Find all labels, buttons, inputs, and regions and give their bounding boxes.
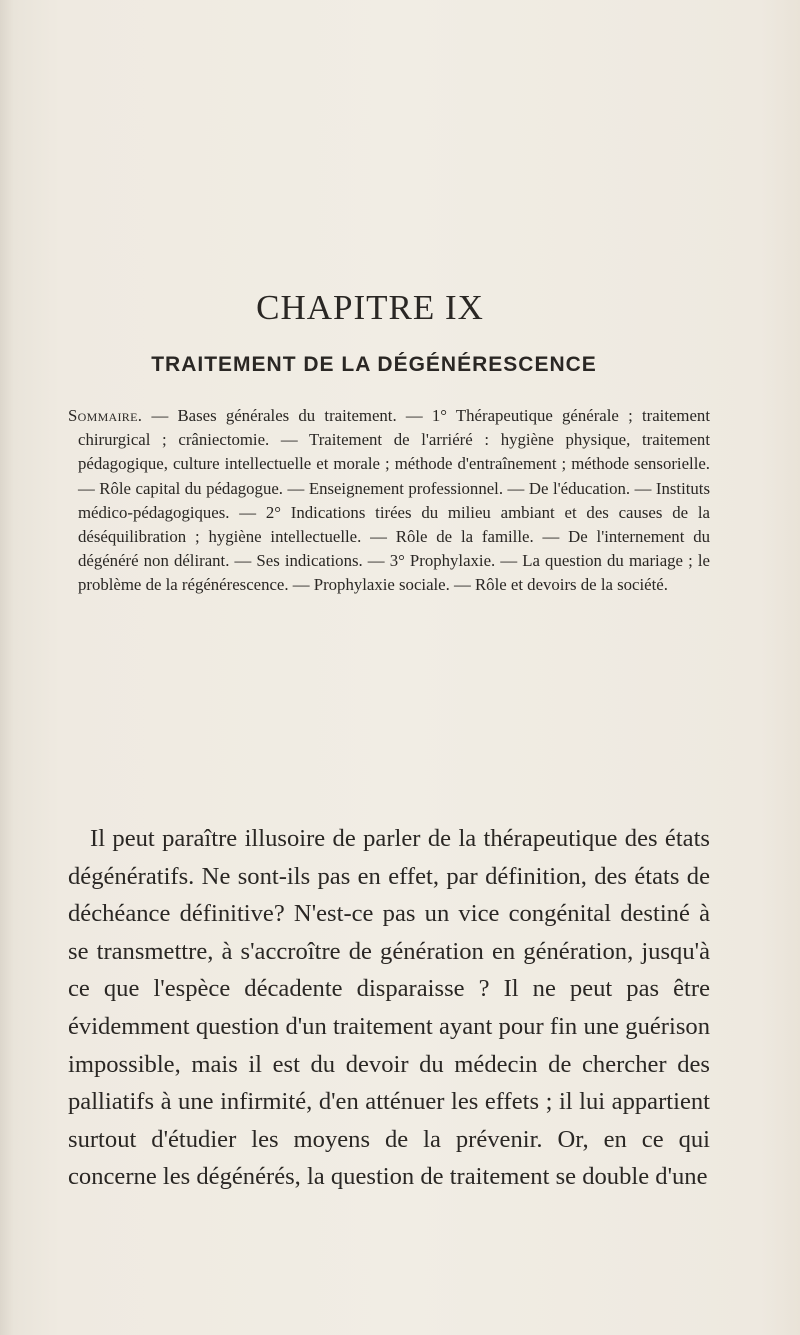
chapter-title: CHAPITRE IX (256, 288, 484, 327)
chapter-subtitle: TRAITEMENT DE LA DÉGÉNÉRESCENCE (151, 353, 597, 376)
summary-label: Sommaire. (68, 406, 143, 425)
body-paragraph: Il peut paraître illusoire de parler de la thérapeutique des états dégénératifs. Ne sont-ils pas en effet, par définition, des états de déchéance définitive? N'est-ce pas un vice congénital destiné à se transmettre, à s'accroître de génération en génération, jusqu'à ce que l'espèce décadente disparaisse ? Il ne peut pas être évidemment question d'un traitement ayant pour fin une guérison impossible, mais il est du devoir du médecin de chercher des palliatifs à une infirmité, d'en atténuer les effets ; il lui appartient surtout d'étudier les moyens de la prévenir. Or, en ce qui concerne les dégénérés, la question de traitement se double d'une (68, 825, 710, 1191)
chapter-summary (68, 404, 710, 598)
summary-text: — Bases générales du traitement. — 1° Thérapeutique générale ; traitement chirurgical ; crâniectomie. — Traitement de l'arriéré : hygiène physique, traitement pédagogique, culture intellectuelle et morale ; méthode d'entraînement ; méthode sensorielle. — Rôle capital du pédagogue. — Enseignement professionnel. — De l'éducation. — Instituts médico-pédagogiques. — 2° Indications tirées du milieu ambiant et des causes de la déséquilibration ; hygiène intellectuelle. — Rôle de la famille. — De l'internement du dégénéré non délirant. — Ses indications. — 3° Prophylaxie. — La question du mariage ; le problème de la régénérescence. — Prophylaxie sociale. — Rôle et devoirs de la société. (78, 406, 710, 595)
